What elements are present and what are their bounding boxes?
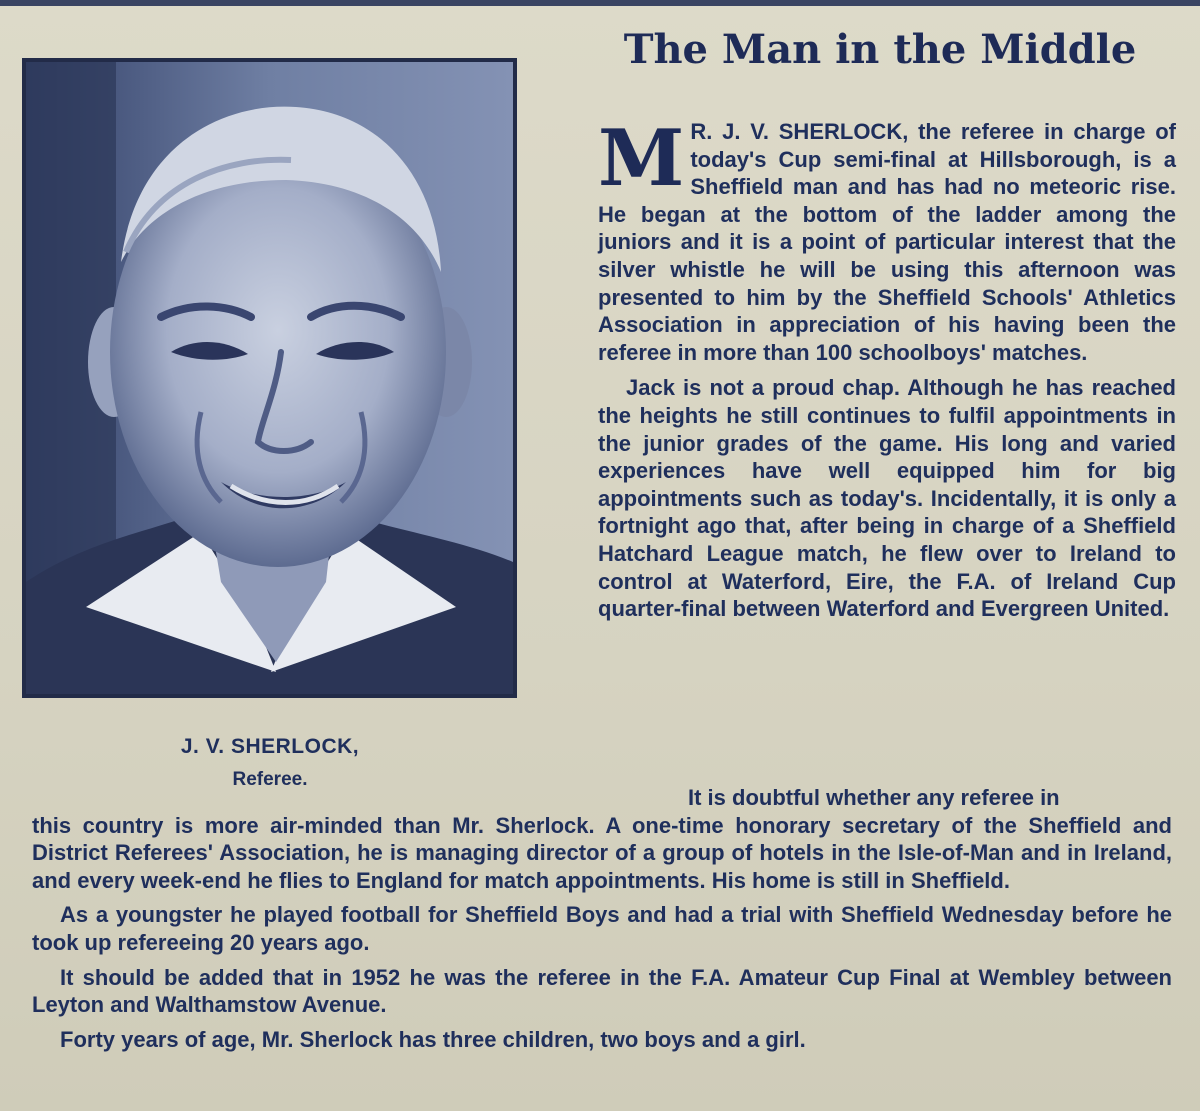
paragraph-1-text: R. J. V. SHERLOCK, the referee in charge of today's Cup semi-final at Hillsborough, is a Sheffield man and has had no meteoric rise. He began at the bottom of the ladder among the juniors and it is a point of particular interest that the silver whistle he will be using this afternoon was presented to him by the Sheffield Schools' Athletics Association in appreciation of his having been the referee in more than 100 schoolboys' matches. (598, 119, 1176, 365)
paragraph-4: As a youngster he played football for Sheffield Boys and had a trial with Sheffield Wednesday before he took up refereeing 20 years ago. (32, 902, 1172, 955)
referee-portrait-illustration (26, 62, 513, 694)
article-full-width (32, 784, 1172, 1053)
portrait-photo-frame (22, 58, 517, 698)
portrait-photo (26, 62, 513, 694)
article-title: The Man in the Middle (623, 26, 1137, 73)
paragraph-6: Forty years of age, Mr. Sherlock has three children, two boys and a girl. (60, 1026, 806, 1052)
paragraph-3-lead: It is doubtful whether any referee in (688, 785, 1060, 810)
paragraph-2: Jack is not a proud chap. Although he has reached the heights he still continues to fulfil appointments in the junior grades of the game. His long and varied experiences have well equipped him for big appointments such as today's. Incidentally, it is only a fortnight ago that, after being in charge of a Sheffield Hatchard League match, he flew over to Ireland to control at Waterford, Eire, the F.A. of Ireland Cup quarter-final between Waterford and Evergreen United. (598, 375, 1176, 622)
paragraph-3: this country is more air-minded than Mr. Sherlock. A one-time honorary secretary of the Sheffield and District Referees' Association, he is managing director of a group of hotels in the Isle-of-Man and in Ireland, and every week-end he flies to England for match appointments. His home is still in Sheffield. (32, 812, 1172, 893)
paragraph-1 (598, 113, 1176, 366)
top-rule (0, 0, 1200, 6)
drop-cap: M (598, 113, 685, 204)
caption-name: J. V. SHERLOCK, (180, 735, 360, 758)
article-column-right (598, 113, 1176, 623)
caption-role: Referee. (232, 769, 308, 790)
paragraph-5: It should be added that in 1952 he was the referee in the F.A. Amateur Cup Final at Wembley between Leyton and Walthamstow Avenue. (32, 964, 1172, 1018)
